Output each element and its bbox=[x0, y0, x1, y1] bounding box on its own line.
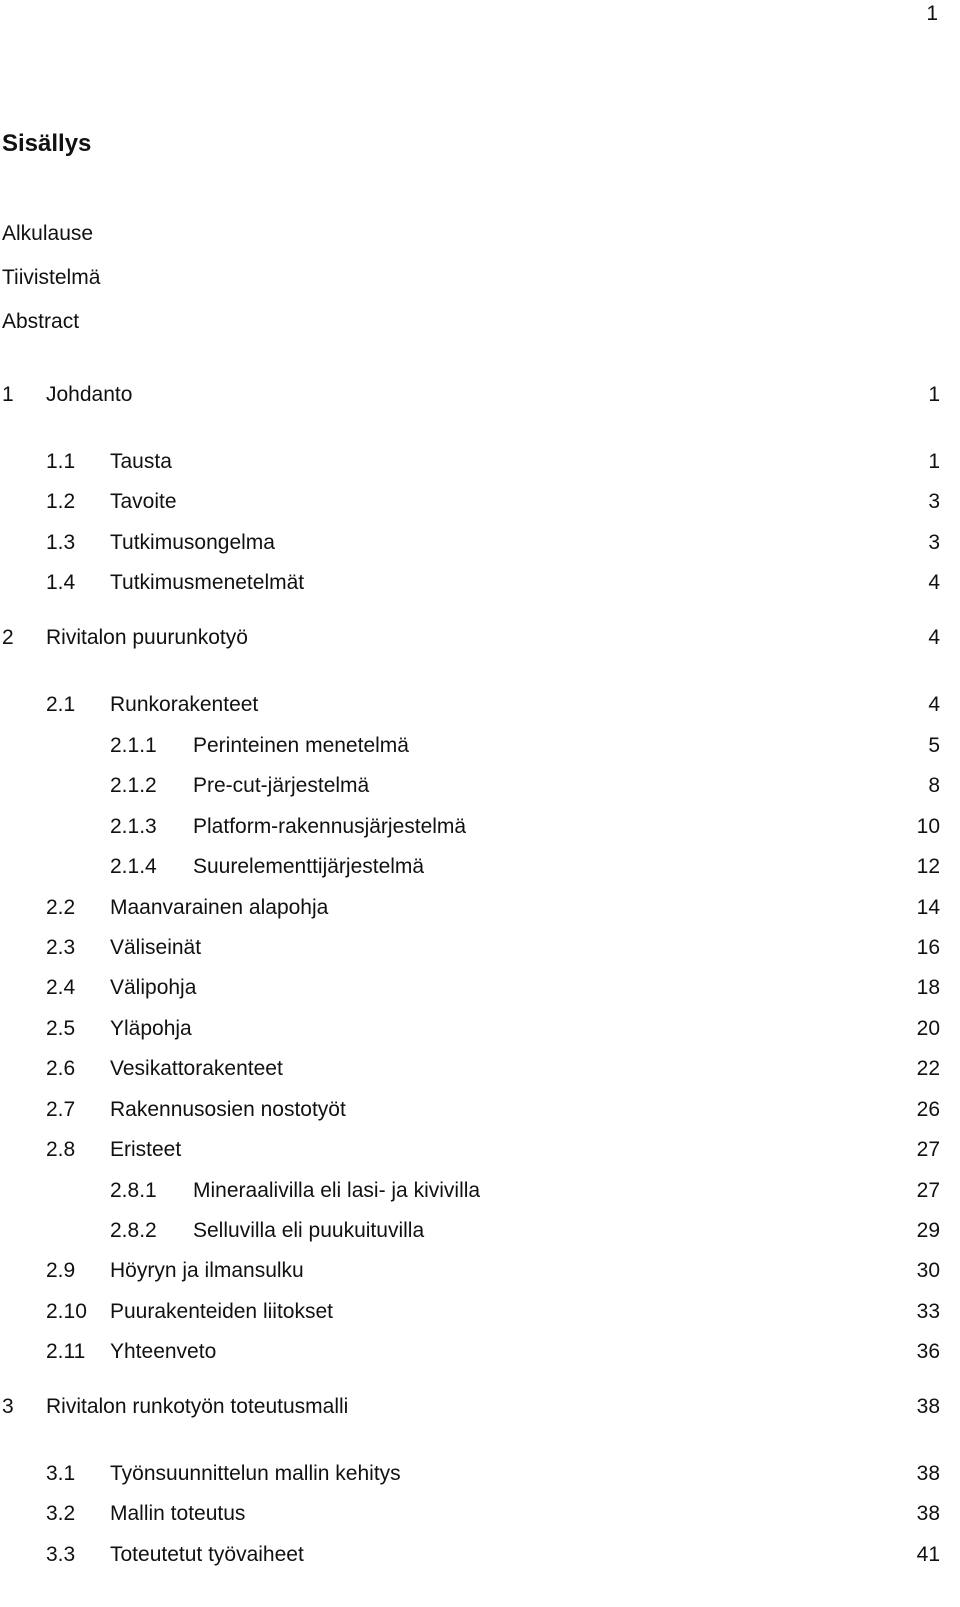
toc-entry-number: 1 bbox=[2, 383, 14, 406]
toc-entry-number: 2.1.2 bbox=[110, 774, 157, 797]
toc-entry[interactable] bbox=[0, 568, 960, 598]
toc-entry[interactable] bbox=[0, 1337, 960, 1367]
toc-entry[interactable] bbox=[0, 1054, 960, 1084]
toc-entry-number: 1.4 bbox=[46, 571, 76, 594]
toc-entry[interactable] bbox=[0, 623, 960, 653]
toc-entry-page: 38 bbox=[916, 1462, 940, 1485]
toc-entry-title: Selluvilla eli puukuituvilla bbox=[193, 1219, 425, 1242]
toc-entry-title: Rakennusosien nostotyöt bbox=[110, 1098, 346, 1121]
toc-entry-number: 2.1.3 bbox=[110, 815, 157, 838]
toc-entry[interactable] bbox=[0, 893, 960, 923]
toc-entry-page: 1 bbox=[928, 383, 940, 406]
toc-entry-title: Rivitalon runkotyön toteutusmalli bbox=[46, 1395, 349, 1418]
toc-entry-title: Runkorakenteet bbox=[110, 693, 259, 716]
toc-entry[interactable] bbox=[0, 447, 960, 477]
toc-entry[interactable] bbox=[0, 852, 960, 882]
toc-entry-number: 3 bbox=[2, 1395, 14, 1418]
toc-entry[interactable] bbox=[0, 1499, 960, 1529]
toc-entry-title: Eristeet bbox=[110, 1138, 182, 1161]
toc-entry[interactable] bbox=[0, 1095, 960, 1125]
toc-entry-title: Vesikattorakenteet bbox=[110, 1057, 283, 1080]
page-number: 1 bbox=[926, 2, 938, 25]
toc-entry-title: Työnsuunnittelun mallin kehitys bbox=[110, 1462, 401, 1485]
toc-entry-number: 1.1 bbox=[46, 450, 76, 473]
toc-entry-title: Puurakenteiden liitokset bbox=[110, 1300, 333, 1323]
toc-entry[interactable] bbox=[0, 1297, 960, 1327]
toc-entry-page: 4 bbox=[928, 693, 940, 716]
toc-entry-page: 18 bbox=[916, 976, 940, 999]
toc-entry-page: 4 bbox=[928, 571, 940, 594]
toc-heading: Sisällys bbox=[2, 130, 92, 157]
toc-entry-title: Mineraalivilla eli lasi- ja kivivilla bbox=[193, 1179, 481, 1202]
toc-entry[interactable] bbox=[0, 1135, 960, 1165]
toc-entry[interactable] bbox=[0, 973, 960, 1003]
toc-entry-page: 1 bbox=[928, 450, 940, 473]
toc-entry-number: 2 bbox=[2, 626, 14, 649]
toc-entry-number: 2.7 bbox=[46, 1098, 76, 1121]
toc-entry-number: 2.8.2 bbox=[110, 1219, 157, 1242]
toc-entry-title: Suurelementtijärjestelmä bbox=[193, 855, 425, 878]
toc-entry-page: 22 bbox=[916, 1057, 940, 1080]
toc-entry-page: 27 bbox=[916, 1179, 940, 1202]
toc-entry-title: Höyryn ja ilmansulku bbox=[110, 1259, 304, 1282]
toc-entry[interactable] bbox=[0, 690, 960, 720]
toc-entry-number: 2.1 bbox=[46, 693, 76, 716]
toc-entry-page: 26 bbox=[916, 1098, 940, 1121]
toc-entry-page: 8 bbox=[928, 774, 940, 797]
toc-entry-title: Mallin toteutus bbox=[110, 1502, 246, 1525]
toc-entry[interactable] bbox=[0, 812, 960, 842]
toc-entry-title: Perinteinen menetelmä bbox=[193, 734, 409, 757]
toc-front-matter-item[interactable]: Alkulause bbox=[2, 222, 94, 245]
toc-entry-number: 3.2 bbox=[46, 1502, 76, 1525]
toc-entry-page: 4 bbox=[928, 626, 940, 649]
toc-entry-page: 14 bbox=[916, 896, 940, 919]
toc-entry[interactable] bbox=[0, 1014, 960, 1044]
toc-entry-number: 1.2 bbox=[46, 490, 76, 513]
toc-entry-number: 2.11 bbox=[46, 1340, 86, 1363]
toc-entry[interactable] bbox=[0, 731, 960, 761]
toc-entry-page: 33 bbox=[916, 1300, 940, 1323]
toc-entry-number: 3.3 bbox=[46, 1543, 76, 1566]
toc-entry[interactable] bbox=[0, 380, 960, 410]
toc-entry-title: Yhteenveto bbox=[110, 1340, 217, 1363]
toc-front-matter-item[interactable]: Tiivistelmä bbox=[2, 266, 101, 289]
toc-entry[interactable] bbox=[0, 528, 960, 558]
toc-entry-page: 36 bbox=[916, 1340, 940, 1363]
toc-front-matter-item[interactable]: Abstract bbox=[2, 310, 80, 333]
toc-entry-title: Tutkimusongelma bbox=[110, 531, 275, 554]
toc-entry[interactable] bbox=[0, 933, 960, 963]
toc-entry-number: 2.4 bbox=[46, 976, 76, 999]
toc-entry-page: 30 bbox=[916, 1259, 940, 1282]
toc-entry-title: Toteutetut työvaiheet bbox=[110, 1543, 304, 1566]
toc-entry-title: Tausta bbox=[110, 450, 172, 473]
toc-entry-page: 3 bbox=[928, 531, 940, 554]
toc-entry-number: 2.9 bbox=[46, 1259, 76, 1282]
toc-entry-number: 2.1.4 bbox=[110, 855, 157, 878]
toc-entry[interactable] bbox=[0, 1256, 960, 1286]
toc-entry-title: Yläpohja bbox=[110, 1017, 192, 1040]
toc-entry-number: 2.1.1 bbox=[110, 734, 157, 757]
toc-entry-number: 1.3 bbox=[46, 531, 76, 554]
toc-entry-title: Maanvarainen alapohja bbox=[110, 896, 329, 919]
toc-entry-page: 5 bbox=[928, 734, 940, 757]
toc-entry[interactable] bbox=[0, 771, 960, 801]
toc-entry-title: Väliseinät bbox=[110, 936, 202, 959]
toc-entry-title: Välipohja bbox=[110, 976, 197, 999]
toc-entry-title: Tavoite bbox=[110, 490, 177, 513]
toc-entry[interactable] bbox=[0, 487, 960, 517]
toc-entry-page: 20 bbox=[916, 1017, 940, 1040]
toc-entry-number: 3.1 bbox=[46, 1462, 76, 1485]
toc-entry[interactable] bbox=[0, 1216, 960, 1246]
toc-entry-page: 12 bbox=[916, 855, 940, 878]
toc-entry-page: 38 bbox=[916, 1395, 940, 1418]
toc-entry-number: 2.10 bbox=[46, 1300, 87, 1323]
toc-entry-number: 2.6 bbox=[46, 1057, 76, 1080]
toc-entry-number: 2.5 bbox=[46, 1017, 76, 1040]
toc-entry-title: Platform-rakennusjärjestelmä bbox=[193, 815, 467, 838]
toc-entry-page: 3 bbox=[928, 490, 940, 513]
toc-entry-number: 2.2 bbox=[46, 896, 76, 919]
toc-entry-page: 10 bbox=[916, 815, 940, 838]
toc-entry-number: 2.8 bbox=[46, 1138, 76, 1161]
toc-entry-page: 41 bbox=[916, 1543, 940, 1566]
toc-entry-title: Pre-cut-järjestelmä bbox=[193, 774, 370, 797]
toc-entry-page: 16 bbox=[916, 936, 940, 959]
toc-entry[interactable] bbox=[0, 1540, 960, 1570]
toc-entry-title: Rivitalon puurunkotyö bbox=[46, 626, 248, 649]
toc-entry[interactable] bbox=[0, 1459, 960, 1489]
toc-entry-page: 27 bbox=[916, 1138, 940, 1161]
toc-entry-number: 2.3 bbox=[46, 936, 76, 959]
toc-entry-number: 2.8.1 bbox=[110, 1179, 157, 1202]
toc-entry-page: 38 bbox=[916, 1502, 940, 1525]
toc-entry-page: 29 bbox=[916, 1219, 940, 1242]
toc-entry-title: Tutkimusmenetelmät bbox=[110, 571, 305, 594]
toc-entry[interactable] bbox=[0, 1176, 960, 1206]
toc-entry-title: Johdanto bbox=[46, 383, 133, 406]
toc-entry[interactable] bbox=[0, 1392, 960, 1422]
